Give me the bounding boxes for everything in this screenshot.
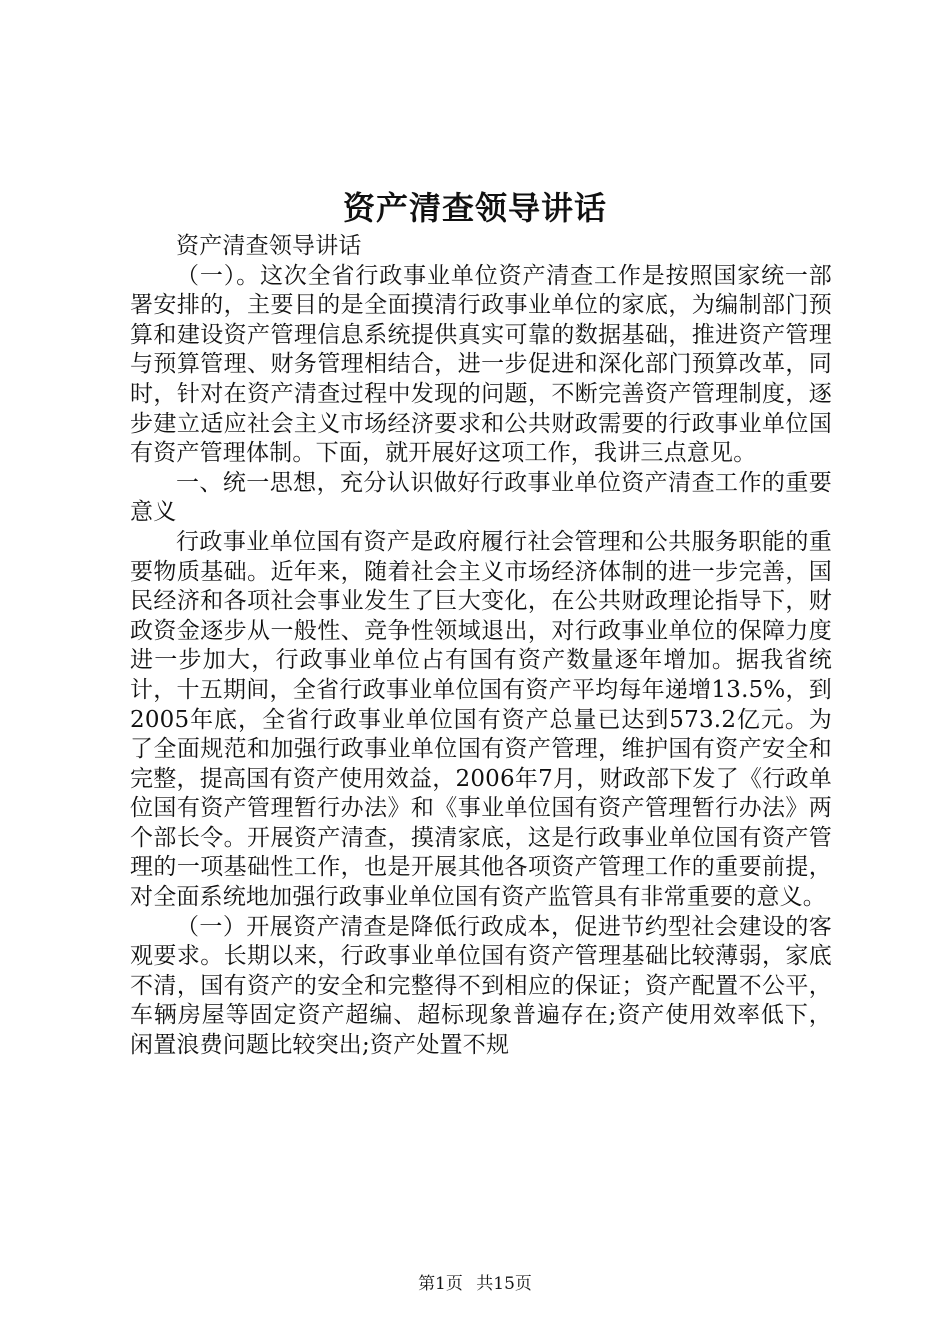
document-body bbox=[130, 232, 832, 1061]
paragraph-section-1: 行政事业单位国有资产是政府履行社会管理和公共服务职能的重要物质基础。近年来，随着社会主义市场经济体制的进一步完善，国民经济和各项社会事业发生了巨大变化，在公共财政理论指导下，财政资金逐步从一般性、竞争性领域退出，对行政事业单位的保障力度进一步加大，行政事业单位占有国有资产数量逐年增加。据我省统计，十五期间，全省行政事业单位国有资产平均每年递增13.5%，到2005年底，全省行政事业单位国有资产总量已达到573.2亿元。为了全面规范和加强行政事业单位国有资产管理，维护国有资产安全和完整，提高国有资产使用效益，2006年7月，财政部下发了《行政单位国有资产管理暂行办法》和《事业单位国有资产管理暂行办法》两个部长令。开展资产清查，摸清家底，这是行政事业单位国有资产管理的一项基础性工作，也是开展其他各项资产管理工作的重要前提，对全面系统地加强行政事业单位国有资产监管具有非常重要的意义。 bbox=[130, 528, 832, 911]
section-heading-1: 一、统一思想，充分认识做好行政事业单位资产清查工作的重要意义 bbox=[130, 469, 832, 526]
page-total: 共15页 bbox=[476, 1274, 532, 1294]
paragraph-subsection-1: （一）开展资产清查是降低行政成本，促进节约型社会建设的客观要求。长期以来，行政事业单位国有资产管理基础比较薄弱，家底不清，国有资产的安全和完整得不到相应的保证；资产配置不公平，车辆房屋等固定资产超编、超标现象普遍存在;资产使用效率低下，闲置浪费问题比较突出;资产处置不规 bbox=[130, 913, 832, 1059]
document-title: 资产清查领导讲话 bbox=[342, 189, 607, 227]
page-number: 第1页 bbox=[418, 1274, 463, 1294]
paragraph-heading: 资产清查领导讲话 bbox=[176, 233, 362, 259]
page-footer bbox=[0, 1272, 950, 1296]
paragraph-intro: （一）。这次全省行政事业单位资产清查工作是按照国家统一部署安排的，主要目的是全面摸清行政事业单位的家底，为编制部门预算和建设资产管理信息系统提供真实可靠的数据基础，推进资产管理与预算管理、财务管理相结合，进一步促进和深化部门预算改革，同时，针对在资产清查过程中发现的问题，不断完善资产管理制度，逐步建立适应社会主义市场经济要求和公共财政需要的行政事业单位国有资产管理体制。下面，就开展好这项工作，我讲三点意见。 bbox=[130, 262, 832, 467]
